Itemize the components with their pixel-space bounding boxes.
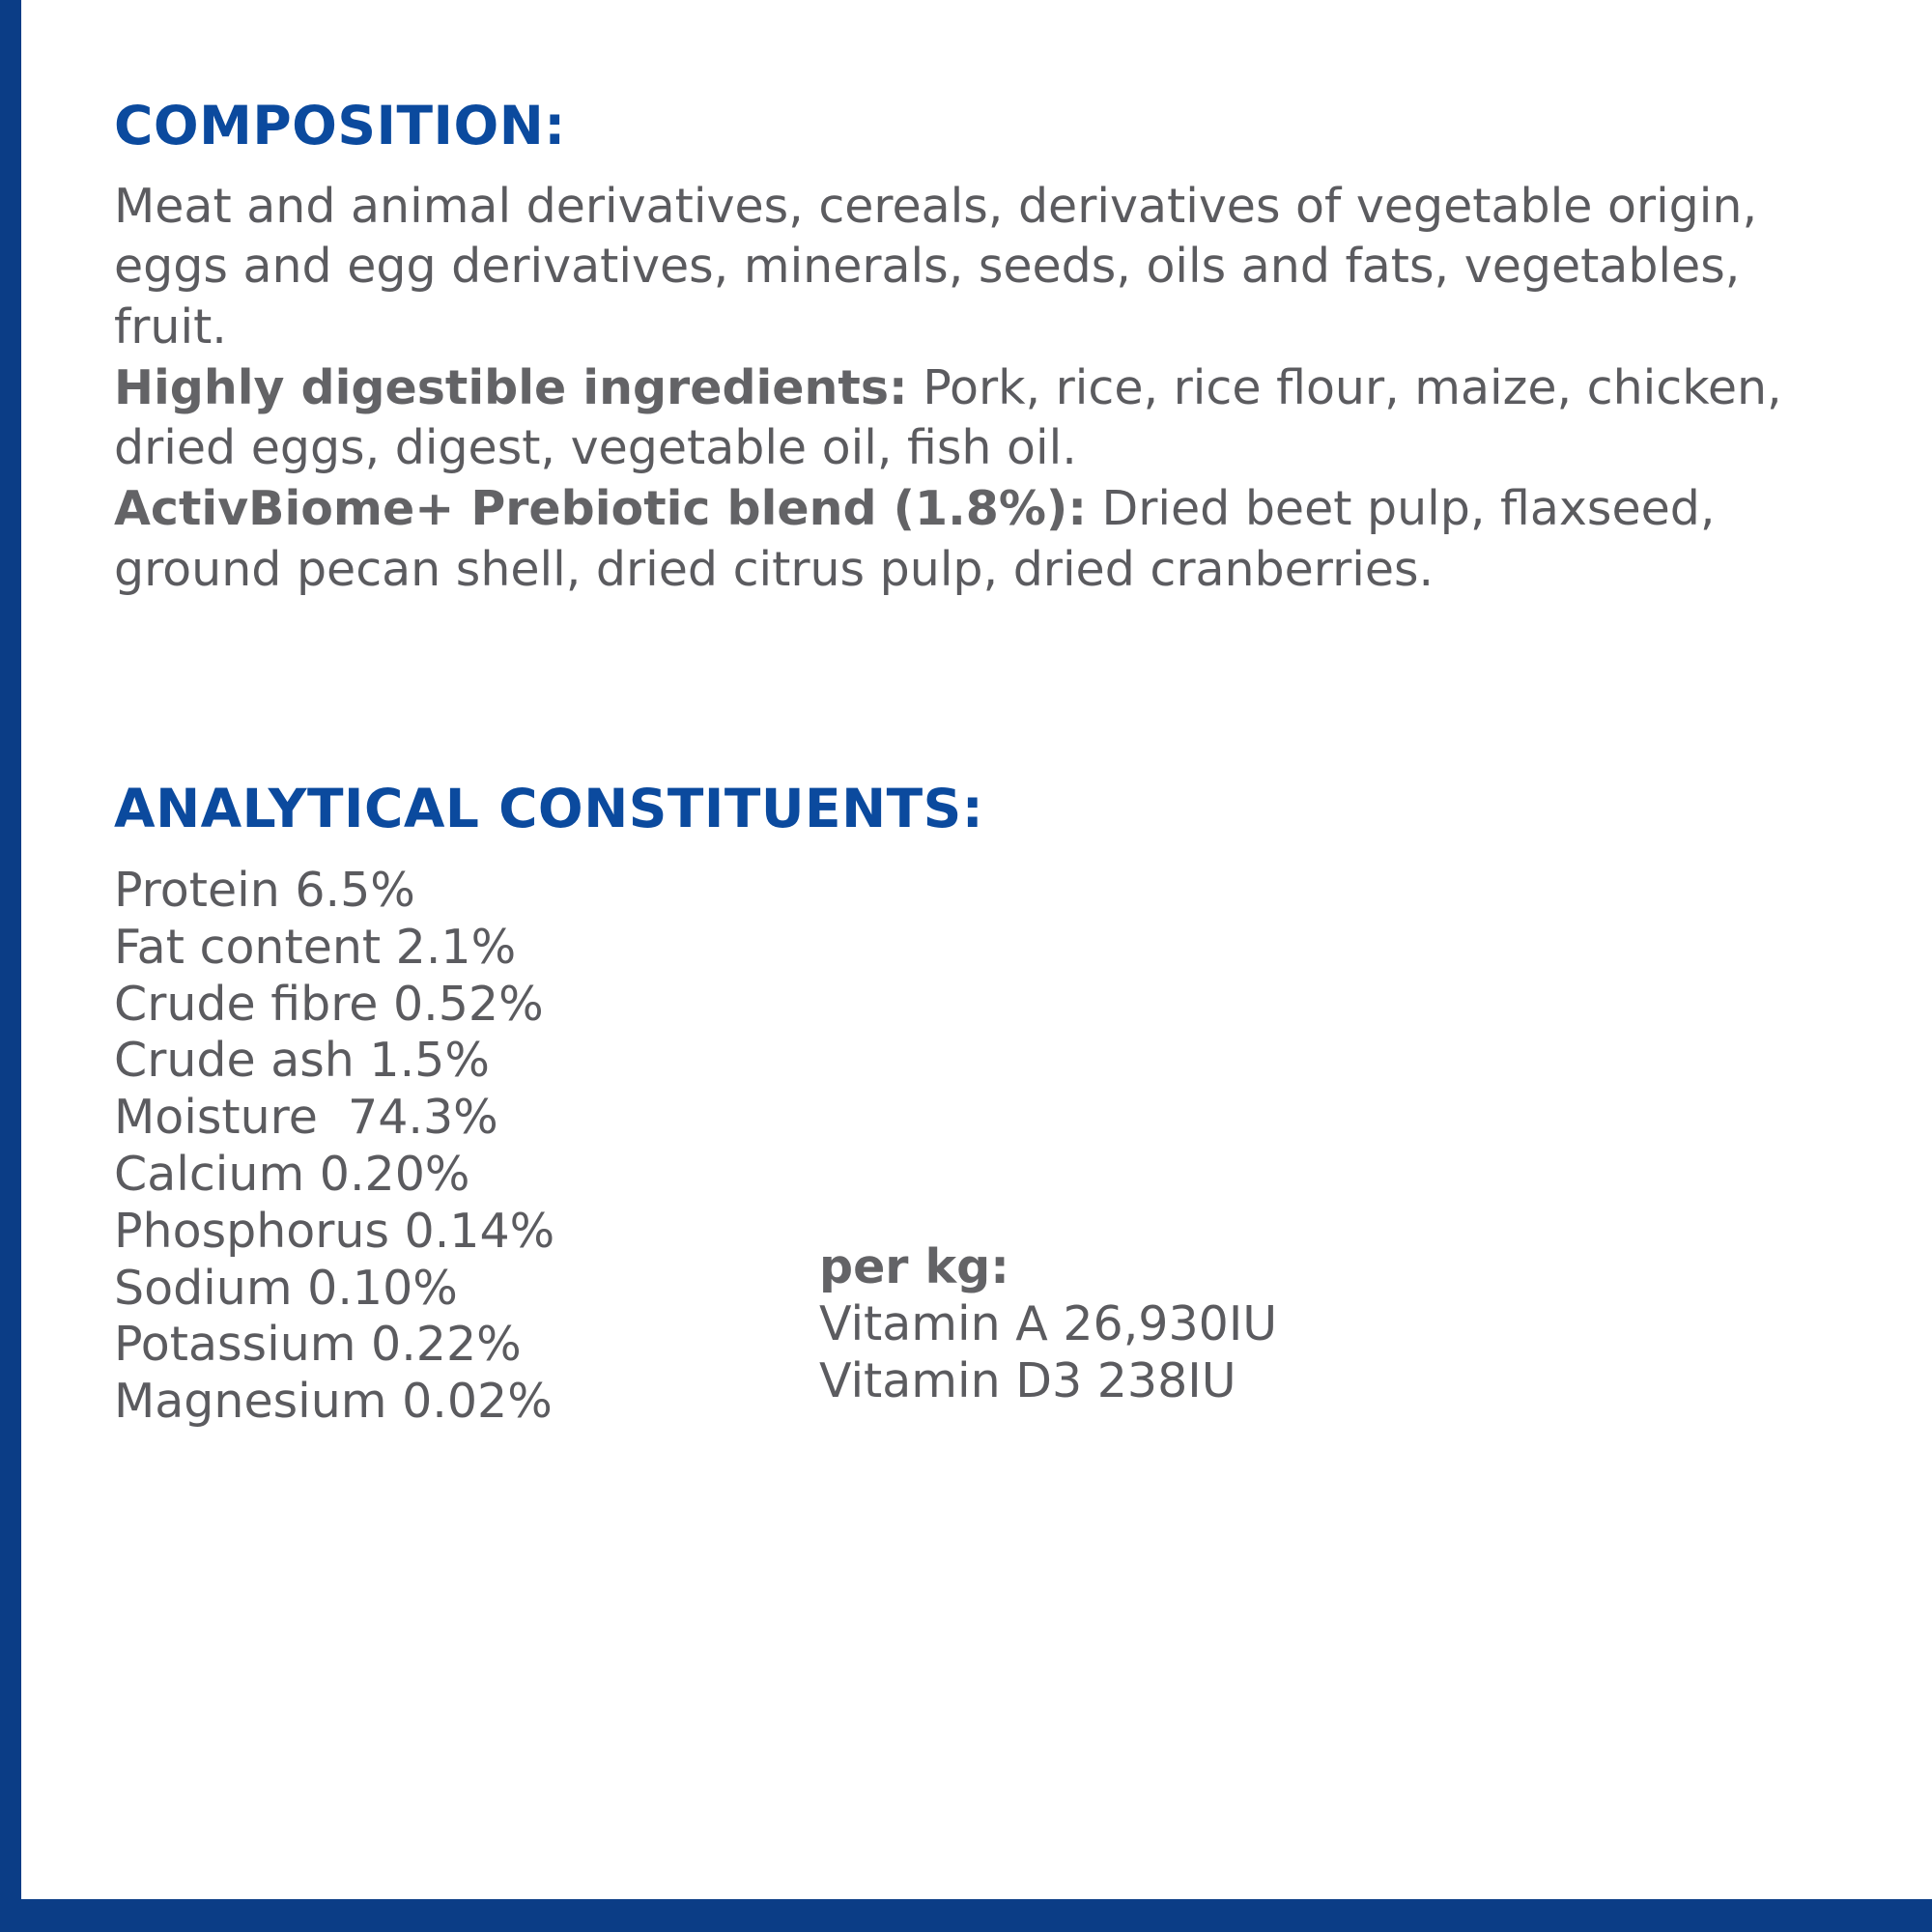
list-item: Vitamin A 26,930IU xyxy=(819,1295,1278,1351)
activbiome-line xyxy=(114,479,1843,600)
section-spacer xyxy=(114,601,1891,780)
list-item: Fat content 2.1% xyxy=(114,919,517,975)
list-item: Crude ash 1.5% xyxy=(114,1033,490,1089)
composition-body xyxy=(114,177,1843,601)
bottom-accent-bar xyxy=(0,1899,1932,1932)
list-item: Vitamin D3 238IU xyxy=(819,1352,1236,1408)
list-item: Moisture 74.3% xyxy=(114,1090,498,1146)
left-accent-bar xyxy=(0,0,21,1932)
list-item: Crude fibre 0.52% xyxy=(114,976,544,1032)
list-item: Sodium 0.10% xyxy=(114,1260,458,1316)
activbiome-label: ActivBiome+ Prebiotic blend (1.8%): xyxy=(114,481,1087,537)
label-content xyxy=(114,97,1891,1431)
list-item: Magnesium 0.02% xyxy=(114,1374,553,1430)
list-item: Calcium 0.20% xyxy=(114,1147,470,1203)
list-item: Phosphorus 0.14% xyxy=(114,1203,555,1259)
highly-digestible-label: Highly digestible ingredients: xyxy=(114,359,908,415)
highly-digestible-line xyxy=(114,358,1843,479)
analytical-constituents-body xyxy=(114,863,1891,1431)
per-kg-list xyxy=(819,1239,1277,1409)
list-item: Potassium 0.22% xyxy=(114,1317,522,1373)
highly-digestible-value: Pork, rice, rice flour, maize, chicken, dried eggs, digest, vegetable oil, fish oil. xyxy=(114,359,1782,476)
composition-intro: Meat and animal derivatives, cereals, derivatives of vegetable origin, eggs and egg derivatives, minerals, seeds, oils and fats, vegetables, fruit. xyxy=(114,178,1758,355)
composition-heading: COMPOSITION: xyxy=(114,95,566,156)
activbiome-value: Dried beet pulp, flaxseed, ground pecan shell, dried citrus pulp, dried cranberries. xyxy=(114,481,1716,597)
analytical-constituents-heading: ANALYTICAL CONSTITUENTS: xyxy=(114,777,984,839)
list-item: Protein 6.5% xyxy=(114,863,415,919)
per-kg-heading: per kg: xyxy=(819,1239,1009,1295)
